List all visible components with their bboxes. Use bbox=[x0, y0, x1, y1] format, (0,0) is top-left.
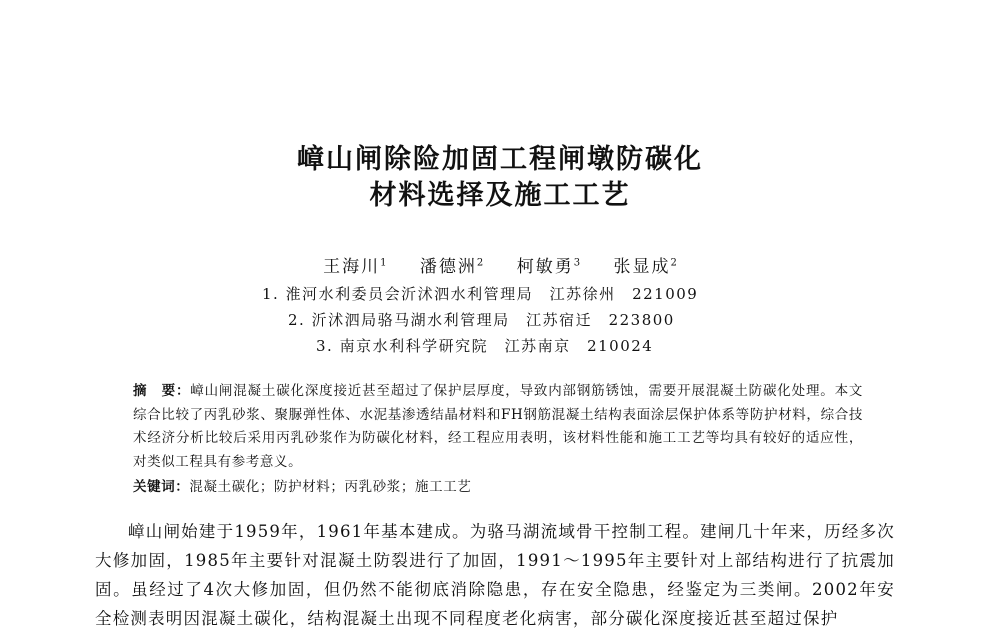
keywords-label: 关键词： bbox=[133, 479, 190, 495]
affiliation-2: 2. 沂沭泗局骆马湖水利管理局 江苏宿迁 223800 bbox=[288, 311, 675, 329]
author-name: 张显成 bbox=[613, 257, 671, 277]
abstract bbox=[133, 380, 863, 474]
keywords-text: 混凝土碳化；防护材料；丙乳砂浆；施工工艺 bbox=[189, 479, 472, 495]
author bbox=[613, 257, 676, 277]
author-name: 潘德洲 bbox=[419, 257, 477, 277]
keywords bbox=[133, 475, 471, 495]
body-paragraph: 嶂山闸始建于1959年，1961年基本建成。为骆马湖流域骨干控制工程。建闸几十年来，历经多次大修加固，1985年主要针对混凝土防裂进行了加固，1991～1995年主要针对上部结构进行了抗震加固。虽经过了4次大修加固，但仍然不能彻底消除隐患，存在安全隐患，经鉴定为三类闸。2002年安全检测表明因混凝土碳化，结构混凝土出现不同程度老化病害，部分碳化深度接近甚至超过保护 bbox=[95, 522, 895, 628]
author-affiliation-mark: 2 bbox=[670, 257, 677, 269]
title-line-2: 材料选择及施工工艺 bbox=[369, 180, 631, 211]
author-list bbox=[0, 252, 1000, 277]
title-line-1: 嶂山闸除险加固工程闸墩防碳化 bbox=[297, 144, 703, 175]
author-affiliation-mark: 1 bbox=[380, 257, 387, 269]
author-name: 柯敏勇 bbox=[516, 257, 574, 277]
author bbox=[420, 257, 483, 277]
paper-title bbox=[0, 142, 1000, 214]
author bbox=[323, 257, 386, 277]
author-affiliation-mark: 3 bbox=[573, 257, 581, 269]
abstract-label: 摘 要： bbox=[133, 383, 191, 399]
affiliation-3: 3. 南京水利科学研究院 江苏南京 210024 bbox=[316, 337, 654, 355]
author-name: 王海川 bbox=[323, 257, 381, 277]
abstract-text: 嶂山闸混凝土碳化深度接近甚至超过了保护层厚度，导致内部钢筋锈蚀，需要开展混凝土防碳化处理。本文综合比较了丙乳砂浆、聚脲弹性体、水泥基渗透结晶材料和FH钢筋混凝土结构表面涂层保护体系等防护材料，综合技术经济分析比较后采用丙乳砂浆作为防碳化材料，经工程应用表明，该材料性能和施工工艺等均具有较好的适应性，对类似工程具有参考意义。 bbox=[133, 383, 863, 470]
author-affiliation-mark: 2 bbox=[476, 257, 484, 269]
author bbox=[517, 257, 580, 277]
affiliation-1: 1. 淮河水利委员会沂沭泗水利管理局 江苏徐州 221009 bbox=[262, 285, 699, 303]
